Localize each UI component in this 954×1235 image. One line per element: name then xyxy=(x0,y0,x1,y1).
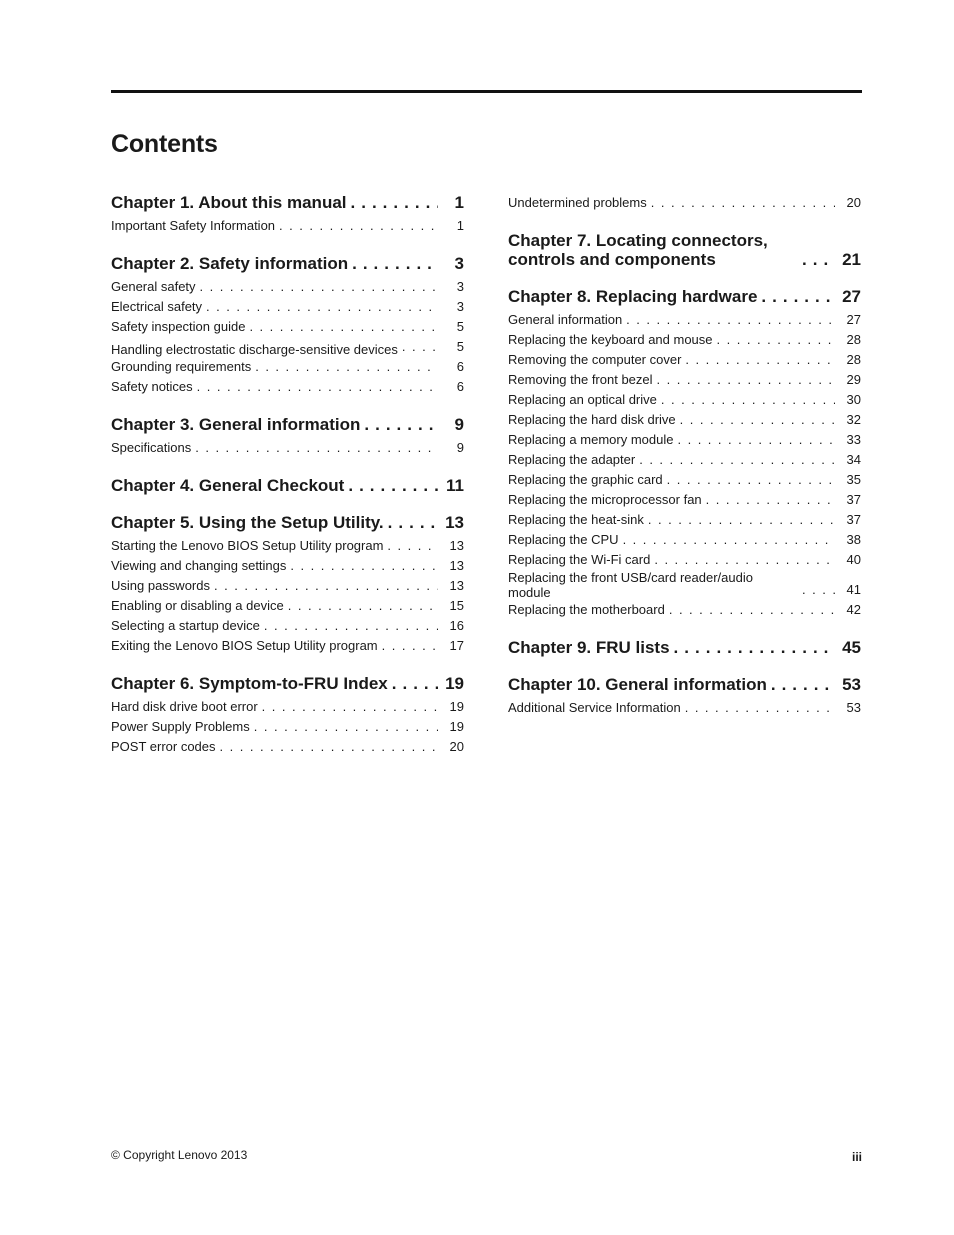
dot-leader xyxy=(348,476,438,495)
chapter-heading-link[interactable] xyxy=(111,674,464,693)
toc-entry-link[interactable] xyxy=(508,310,861,330)
entry-title: Replacing the graphic card xyxy=(508,472,663,487)
dot-leader xyxy=(685,350,835,370)
chapter-page: 19 xyxy=(445,674,464,693)
chapter-title: Chapter 9. FRU lists xyxy=(508,638,670,657)
toc-entry-link[interactable] xyxy=(111,717,464,737)
dot-leader xyxy=(351,193,438,212)
entry-page: 16 xyxy=(449,618,464,633)
toc-entry-link[interactable] xyxy=(111,556,464,576)
dot-leader xyxy=(685,698,835,718)
chapter-title: Chapter 5. Using the Setup Utility. xyxy=(111,513,384,532)
dot-leader xyxy=(279,216,438,236)
dot-leader xyxy=(197,377,438,397)
dot-leader xyxy=(206,297,438,317)
copyright-notice: © Copyright Lenovo 2013 xyxy=(111,1148,248,1162)
entry-page: 35 xyxy=(846,472,861,487)
dot-leader xyxy=(661,390,835,410)
toc-entry-link[interactable] xyxy=(508,698,861,718)
entry-page: 13 xyxy=(449,538,464,553)
toc-chapter xyxy=(508,193,861,213)
page-number: iii xyxy=(851,1150,862,1164)
chapter-page: 3 xyxy=(454,254,464,273)
dot-leader xyxy=(264,616,438,636)
toc-chapter xyxy=(111,193,464,236)
chapter-page: 1 xyxy=(454,193,464,212)
entry-page: 6 xyxy=(456,379,464,394)
toc-chapter xyxy=(508,287,861,620)
chapter-page: 45 xyxy=(842,638,861,657)
dot-leader xyxy=(717,330,835,350)
entry-page: 37 xyxy=(846,512,861,527)
entry-title: Removing the front bezel xyxy=(508,372,653,387)
chapter-heading-link[interactable] xyxy=(508,287,861,306)
entry-title: Using passwords xyxy=(111,578,210,593)
toc-chapter xyxy=(111,415,464,458)
dot-leader xyxy=(657,370,835,390)
chapter-title: Chapter 10. General information xyxy=(508,675,767,694)
chapter-title: Chapter 6. Symptom-to-FRU Index xyxy=(111,674,388,693)
entry-page: 3 xyxy=(456,299,464,314)
chapter-heading-link[interactable] xyxy=(111,513,464,532)
toc-left-column xyxy=(111,193,464,775)
toc-right-column xyxy=(508,193,861,736)
toc-entry-link[interactable] xyxy=(508,350,861,370)
toc-entry-link[interactable] xyxy=(111,297,464,317)
entry-title: Replacing the keyboard and mouse xyxy=(508,332,713,347)
entry-page: 9 xyxy=(456,440,464,455)
entry-title: Replacing the hard disk drive xyxy=(508,412,676,427)
entry-page: 3 xyxy=(456,279,464,294)
toc-entry-link[interactable] xyxy=(111,317,464,337)
entry-page: 33 xyxy=(846,432,861,447)
entry-page: 1 xyxy=(456,218,464,233)
toc-chapter xyxy=(508,638,861,657)
entry-title: Grounding requirements xyxy=(111,359,252,374)
entry-title: Replacing the motherboard xyxy=(508,602,665,617)
dot-leader xyxy=(214,576,438,596)
chapter-page: 27 xyxy=(842,287,861,306)
page-title: Contents xyxy=(111,130,218,158)
entry-page: 20 xyxy=(846,195,861,210)
toc-entry-link[interactable] xyxy=(111,337,464,357)
dot-leader xyxy=(262,697,438,717)
chapter-title: Chapter 8. Replacing hardware xyxy=(508,287,758,306)
entry-title: Replacing the front USB/card reader/audio module xyxy=(508,570,753,600)
dot-leader xyxy=(195,438,438,458)
chapter-heading-link[interactable] xyxy=(111,415,464,434)
dot-leader xyxy=(648,510,835,530)
chapter-page: 11 xyxy=(446,476,464,495)
entry-page: 32 xyxy=(846,412,861,427)
toc-chapter xyxy=(111,476,464,495)
entry-page: 38 xyxy=(846,532,861,547)
entry-page: 28 xyxy=(846,332,861,347)
entry-page: 42 xyxy=(846,602,861,617)
chapter-heading-link[interactable] xyxy=(508,231,861,269)
toc-chapter xyxy=(111,513,464,656)
entry-title: Enabling or disabling a device xyxy=(111,598,284,613)
chapter-title: Chapter 1. About this manual xyxy=(111,193,347,212)
toc-entry-link[interactable] xyxy=(111,636,464,656)
toc-entry-link[interactable] xyxy=(111,737,464,757)
dot-leader xyxy=(387,536,438,556)
dot-leader xyxy=(402,337,438,357)
entry-title: Undetermined problems xyxy=(508,195,647,210)
dot-leader xyxy=(802,580,835,600)
dot-leader xyxy=(352,254,438,273)
chapter-heading-link[interactable] xyxy=(111,254,464,273)
toc-entry-link[interactable] xyxy=(508,330,861,350)
dot-leader xyxy=(626,310,835,330)
entry-page: 5 xyxy=(456,319,464,334)
toc-entry-link[interactable] xyxy=(508,410,861,430)
entry-title: Handling electrostatic discharge-sensitive devices xyxy=(111,342,398,357)
entry-title: Important Safety Information xyxy=(111,218,276,233)
dot-leader xyxy=(288,596,438,616)
toc-entry-link[interactable] xyxy=(508,193,861,213)
toc-chapter xyxy=(111,254,464,397)
entry-page: 28 xyxy=(846,352,861,367)
entry-title: Replacing the heat-sink xyxy=(508,512,644,527)
chapter-heading-link[interactable] xyxy=(111,476,464,495)
chapter-page: 9 xyxy=(454,415,464,434)
entry-title: Safety notices xyxy=(111,379,193,394)
dot-leader xyxy=(364,415,438,434)
toc-entry-link[interactable] xyxy=(508,470,861,490)
dot-leader xyxy=(220,737,438,757)
chapter-heading-link[interactable] xyxy=(508,638,861,657)
chapter-title: Chapter 4. General Checkout xyxy=(111,476,345,495)
toc-entry-link[interactable] xyxy=(508,490,861,510)
dot-leader xyxy=(392,674,438,693)
entry-title: Hard disk drive boot error xyxy=(111,699,258,714)
toc-chapter xyxy=(508,231,861,269)
entry-title: Additional Service Information xyxy=(508,700,681,715)
entry-page: 19 xyxy=(449,719,464,734)
toc-entry-link[interactable] xyxy=(111,697,464,717)
toc-entry-link[interactable] xyxy=(111,357,464,377)
entry-page: 27 xyxy=(846,312,861,327)
entry-page: 17 xyxy=(449,638,464,653)
entry-page: 29 xyxy=(846,372,861,387)
toc-entry-link[interactable] xyxy=(508,370,861,390)
toc-entry-link[interactable] xyxy=(111,576,464,596)
chapter-page: 21 xyxy=(842,250,861,269)
dot-leader xyxy=(706,490,835,510)
dot-leader xyxy=(639,450,835,470)
entry-page: 13 xyxy=(449,578,464,593)
dot-leader xyxy=(200,277,438,297)
toc-entry-link[interactable] xyxy=(508,530,861,550)
entry-title: Replacing the Wi-Fi card xyxy=(508,552,651,567)
entry-page: 6 xyxy=(456,359,464,374)
toc-entry-link[interactable] xyxy=(111,438,464,458)
dot-leader xyxy=(771,675,835,694)
toc-chapter xyxy=(508,675,861,718)
entry-page: 37 xyxy=(846,492,861,507)
chapter-title: Chapter 2. Safety information xyxy=(111,254,349,273)
entry-page: 13 xyxy=(449,558,464,573)
toc-entry-link[interactable] xyxy=(508,390,861,410)
toc-entry-link[interactable] xyxy=(111,536,464,556)
toc-entry-link[interactable] xyxy=(111,277,464,297)
chapter-page: 13 xyxy=(445,513,464,532)
dot-leader xyxy=(654,550,835,570)
chapter-page: 53 xyxy=(842,675,861,694)
header-rule xyxy=(111,90,862,93)
entry-page: 15 xyxy=(449,598,464,613)
entry-page: 30 xyxy=(846,392,861,407)
dot-leader xyxy=(761,287,835,306)
entry-title: Electrical safety xyxy=(111,299,203,314)
entry-title: General safety xyxy=(111,279,196,294)
dot-leader xyxy=(623,530,835,550)
entry-title: Replacing the adapter xyxy=(508,452,636,467)
entry-title: Viewing and changing settings xyxy=(111,558,287,573)
entry-page: 20 xyxy=(449,739,464,754)
toc-entry-link[interactable] xyxy=(111,216,464,236)
toc-entry-link[interactable] xyxy=(111,616,464,636)
dot-leader xyxy=(680,410,835,430)
entry-title: POST error codes xyxy=(111,739,216,754)
toc-entry-link[interactable] xyxy=(508,570,861,600)
dot-leader xyxy=(674,638,835,657)
dot-leader xyxy=(667,470,835,490)
toc-entry-link[interactable] xyxy=(508,600,861,620)
entry-title: Selecting a startup device xyxy=(111,618,260,633)
entry-page: 40 xyxy=(846,552,861,567)
entry-page: 19 xyxy=(449,699,464,714)
entry-title: Replacing an optical drive xyxy=(508,392,657,407)
toc-entry-link[interactable] xyxy=(508,430,861,450)
dot-leader xyxy=(669,600,835,620)
entry-title: Removing the computer cover xyxy=(508,352,682,367)
entry-title: Power Supply Problems xyxy=(111,719,250,734)
entry-title: Specifications xyxy=(111,440,192,455)
dot-leader xyxy=(651,193,835,213)
chapter-title: Chapter 3. General information xyxy=(111,415,361,434)
toc-entry-link[interactable] xyxy=(508,550,861,570)
chapter-heading-link[interactable] xyxy=(508,675,861,694)
dot-leader xyxy=(677,430,835,450)
dot-leader xyxy=(255,357,438,377)
toc-entry-link[interactable] xyxy=(508,510,861,530)
dot-leader xyxy=(249,317,438,337)
entry-title: Starting the Lenovo BIOS Setup Utility program xyxy=(111,538,384,553)
dot-leader xyxy=(290,556,438,576)
toc-entry-link[interactable] xyxy=(111,377,464,397)
entry-page: 41 xyxy=(846,582,861,597)
toc-chapter xyxy=(111,674,464,757)
entry-title: Replacing a memory module xyxy=(508,432,674,447)
dot-leader xyxy=(254,717,438,737)
dot-leader xyxy=(388,513,438,532)
dot-leader xyxy=(382,636,438,656)
entry-title: General information xyxy=(508,312,623,327)
chapter-heading-link[interactable] xyxy=(111,193,464,212)
toc-entry-link[interactable] xyxy=(508,450,861,470)
entry-page: 34 xyxy=(846,452,861,467)
dot-leader xyxy=(802,250,835,269)
entry-title: Replacing the microprocessor fan xyxy=(508,492,702,507)
entry-title: Safety inspection guide xyxy=(111,319,246,334)
chapter-title: Chapter 7. Locating connectors, controls and components xyxy=(508,231,768,269)
entry-title: Exiting the Lenovo BIOS Setup Utility program xyxy=(111,638,378,653)
entry-page: 5 xyxy=(456,339,464,354)
toc-entry-link[interactable] xyxy=(111,596,464,616)
entry-title: Replacing the CPU xyxy=(508,532,619,547)
entry-page: 53 xyxy=(846,700,861,715)
